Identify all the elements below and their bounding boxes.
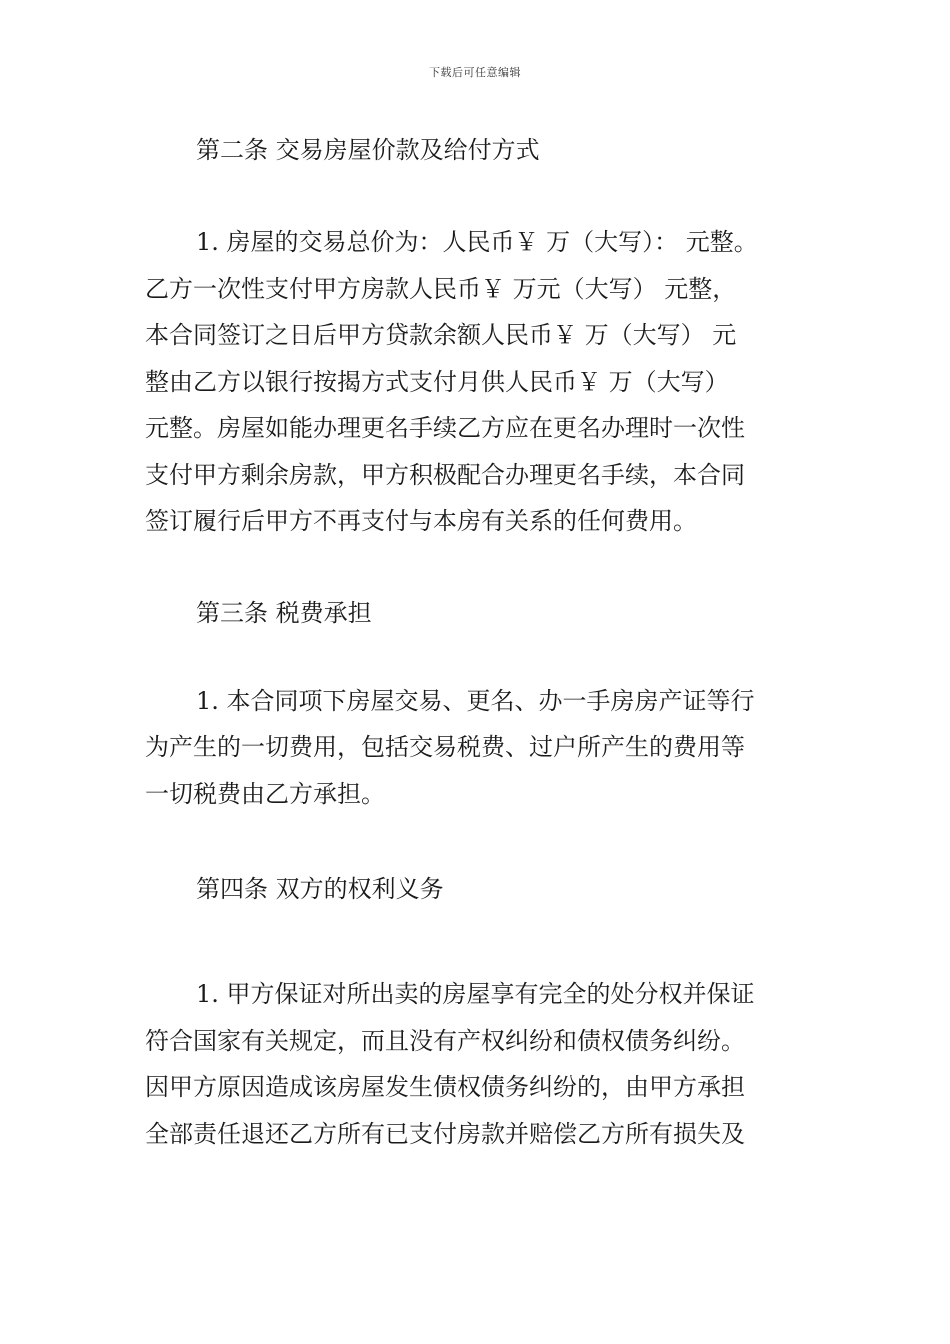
paragraph-line: 因甲方原因造成该房屋发生债权债务纠纷的，由甲方承担 (145, 1073, 745, 1101)
paragraph-line: 1. 房屋的交易总价为：人民币￥ 万（大写）： 元整。 (196, 228, 758, 256)
document-body (145, 130, 825, 1157)
paragraph-line: 支付甲方剩余房款，甲方积极配合办理更名手续，本合同 (145, 460, 745, 489)
paragraph-line: 全部责任退还乙方所有已支付房款并赔偿乙方所有损失及 (145, 1119, 745, 1148)
paragraph-line: 1. 本合同项下房屋交易、更名、办一手房房产证等行 (196, 686, 755, 715)
section-article-3 (145, 593, 825, 818)
paragraph-line: 一切税费由乙方承担。 (145, 779, 385, 808)
section-heading: 第四条 双方的权利义务 (196, 875, 444, 903)
page-header-note: 下载后可任意编辑 (429, 66, 521, 79)
section-paragraph (145, 678, 825, 818)
paragraph-line: 整由乙方以银行按揭方式支付月供人民币￥ 万（大写） (145, 367, 729, 396)
paragraph-line: 本合同签订之日后甲方贷款余额人民币￥ 万（大写） 元 (145, 321, 737, 349)
section-paragraph (145, 971, 825, 1157)
section-paragraph (145, 219, 825, 545)
paragraph-line: 符合国家有关规定，而且没有产权纠纷和债权债务纠纷。 (145, 1026, 745, 1055)
section-article-2 (145, 130, 825, 545)
paragraph-line: 乙方一次性支付甲方房款人民币￥ 万元（大写） 元整， (145, 274, 737, 303)
paragraph-line: 1. 甲方保证对所出卖的房屋享有完全的处分权并保证 (196, 980, 755, 1008)
paragraph-line: 签订履行后甲方不再支付与本房有关系的任何费用。 (145, 507, 697, 535)
section-article-4 (145, 869, 825, 1157)
section-heading: 第二条 交易房屋价款及给付方式 (196, 136, 540, 164)
paragraph-line: 为产生的一切费用，包括交易税费、过户所产生的费用等 (145, 733, 745, 761)
section-heading: 第三条 税费承担 (196, 598, 372, 627)
paragraph-line: 元整。房屋如能办理更名手续乙方应在更名办理时一次性 (145, 414, 745, 442)
